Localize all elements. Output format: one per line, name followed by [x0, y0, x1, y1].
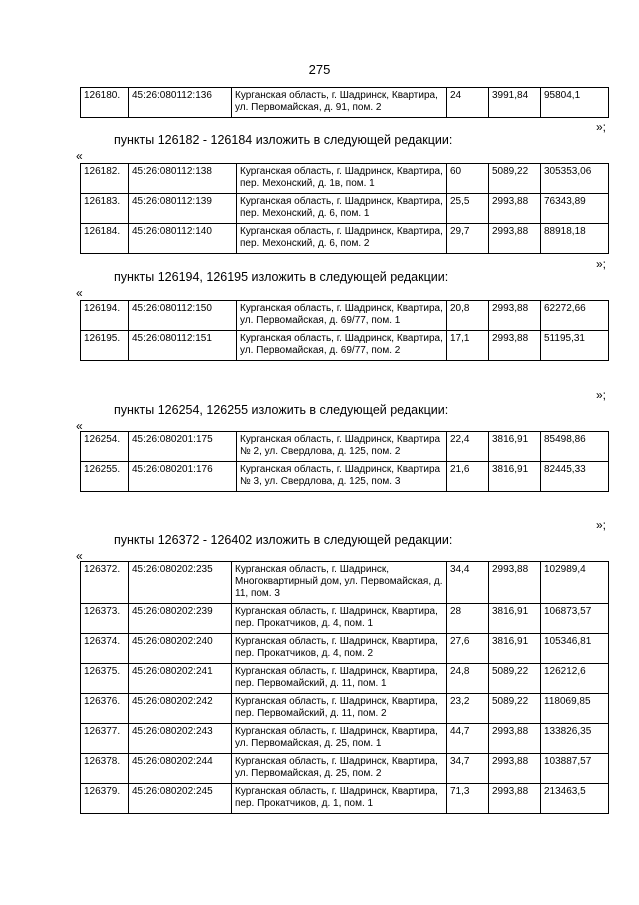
row-number: 126372.	[81, 562, 129, 604]
table-row	[81, 88, 609, 118]
cadastral-number: 45:26:080202:244	[129, 754, 232, 784]
cadastral-value: 88918,18	[541, 224, 609, 254]
cadastral-value: 133826,35	[541, 724, 609, 754]
closing-quote: »;	[596, 257, 607, 271]
page-number: 275	[308, 62, 331, 77]
table-block-3	[80, 431, 609, 492]
specific-value: 2993,88	[489, 562, 541, 604]
table-row	[81, 562, 609, 604]
row-number: 126184.	[81, 224, 129, 254]
closing-quote: »;	[596, 518, 607, 532]
opening-quote: «	[76, 419, 83, 433]
specific-value: 5089,22	[489, 694, 541, 724]
row-number: 126194.	[81, 301, 129, 331]
row-number: 126374.	[81, 634, 129, 664]
area: 22,4	[447, 432, 489, 462]
cadastral-number: 45:26:080112:151	[129, 331, 237, 361]
row-number: 126254.	[81, 432, 129, 462]
cadastral-value: 105346,81	[541, 634, 609, 664]
cadastral-number: 45:26:080202:245	[129, 784, 232, 814]
cadastral-number: 45:26:080202:239	[129, 604, 232, 634]
table-block-2	[80, 300, 609, 361]
section-heading: пункты 126254, 126255 изложить в следующей редакции:	[114, 403, 449, 417]
cadastral-number: 45:26:080202:240	[129, 634, 232, 664]
cadastral-number: 45:26:080112:140	[129, 224, 237, 254]
cadastral-number: 45:26:080202:241	[129, 664, 232, 694]
specific-value: 2993,88	[489, 224, 541, 254]
cadastral-number: 45:26:080112:138	[129, 164, 237, 194]
closing-quote: »;	[596, 388, 607, 402]
cadastral-number: 45:26:080112:139	[129, 194, 237, 224]
row-number: 126378.	[81, 754, 129, 784]
area: 25,5	[447, 194, 489, 224]
area: 28	[447, 604, 489, 634]
cadastral-number: 45:26:080202:235	[129, 562, 232, 604]
cadastral-number: 45:26:080112:150	[129, 301, 237, 331]
row-number: 126183.	[81, 194, 129, 224]
closing-quote: »;	[596, 120, 607, 134]
table-block-1	[80, 163, 609, 254]
area: 21,6	[447, 462, 489, 492]
address: Курганская область, г. Шадринск, Квартира, пер. Прокатчиков, д. 1, пом. 1	[232, 784, 447, 814]
area: 29,7	[447, 224, 489, 254]
row-number: 126375.	[81, 664, 129, 694]
specific-value: 2993,88	[489, 724, 541, 754]
opening-quote: «	[76, 549, 83, 563]
section-heading: пункты 126182 - 126184 изложить в следующей редакции:	[114, 133, 453, 147]
table-row	[81, 604, 609, 634]
row-number: 126180.	[81, 88, 129, 118]
specific-value: 2993,88	[489, 784, 541, 814]
table-row	[81, 164, 609, 194]
section-heading: пункты 126194, 126195 изложить в следующей редакции:	[114, 270, 449, 284]
table-row	[81, 194, 609, 224]
table-row	[81, 694, 609, 724]
table-row	[81, 724, 609, 754]
table-row	[81, 331, 609, 361]
table-row	[81, 634, 609, 664]
table-row	[81, 664, 609, 694]
cadastral-number: 45:26:080202:242	[129, 694, 232, 724]
address: Курганская область, г. Шадринск, Квартира, пер. Мехонский, д. 1в, пом. 1	[237, 164, 447, 194]
table-row	[81, 432, 609, 462]
opening-quote: «	[76, 286, 83, 300]
specific-value: 2993,88	[489, 331, 541, 361]
row-number: 126376.	[81, 694, 129, 724]
specific-value: 3816,91	[489, 604, 541, 634]
area: 20,8	[447, 301, 489, 331]
address: Курганская область, г. Шадринск, Квартира, ул. Первомайская, д. 69/77, пом. 2	[237, 331, 447, 361]
row-number: 126377.	[81, 724, 129, 754]
row-number: 126373.	[81, 604, 129, 634]
area: 71,3	[447, 784, 489, 814]
area: 24,8	[447, 664, 489, 694]
address: Курганская область, г. Шадринск, Квартира, ул. Первомайская, д. 91, пом. 2	[232, 88, 447, 118]
cadastral-value: 62272,66	[541, 301, 609, 331]
address: Курганская область, г. Шадринск, Квартира, пер. Прокатчиков, д. 4, пом. 1	[232, 604, 447, 634]
section-heading: пункты 126372 - 126402 изложить в следующей редакции:	[114, 533, 453, 547]
address: Курганская область, г. Шадринск, Квартира № 2, ул. Свердлова, д. 125, пом. 2	[237, 432, 447, 462]
address: Курганская область, г. Шадринск, Квартира, ул. Первомайская, д. 25, пом. 2	[232, 754, 447, 784]
cadastral-number: 45:26:080201:175	[129, 432, 237, 462]
cadastral-value: 106873,57	[541, 604, 609, 634]
cadastral-number: 45:26:080202:243	[129, 724, 232, 754]
address: Курганская область, г. Шадринск, Квартира, пер. Первомайский, д. 11, пом. 2	[232, 694, 447, 724]
cadastral-value: 76343,89	[541, 194, 609, 224]
specific-value: 5089,22	[489, 164, 541, 194]
area: 60	[447, 164, 489, 194]
cadastral-value: 51195,31	[541, 331, 609, 361]
cadastral-value: 102989,4	[541, 562, 609, 604]
specific-value: 2993,88	[489, 194, 541, 224]
table-row	[81, 301, 609, 331]
specific-value: 3816,91	[489, 432, 541, 462]
address: Курганская область, г. Шадринск, Квартира, ул. Первомайская, д. 25, пом. 1	[232, 724, 447, 754]
table-row	[81, 224, 609, 254]
table-row	[81, 462, 609, 492]
address: Курганская область, г. Шадринск, Квартира, пер. Мехонский, д. 6, пом. 1	[237, 194, 447, 224]
cadastral-value: 305353,06	[541, 164, 609, 194]
area: 17,1	[447, 331, 489, 361]
cadastral-value: 82445,33	[541, 462, 609, 492]
specific-value: 2993,88	[489, 301, 541, 331]
address: Курганская область, г. Шадринск, Квартира, пер. Прокатчиков, д. 4, пом. 2	[232, 634, 447, 664]
table-block-0	[80, 87, 609, 118]
address: Курганская область, г. Шадринск, Квартира № 3, ул. Свердлова, д. 125, пом. 3	[237, 462, 447, 492]
specific-value: 5089,22	[489, 664, 541, 694]
specific-value: 3816,91	[489, 634, 541, 664]
area: 24	[447, 88, 489, 118]
area: 44,7	[447, 724, 489, 754]
table-row	[81, 784, 609, 814]
address: Курганская область, г. Шадринск, Многоквартирный дом, ул. Первомайская, д. 11, пом. 3	[232, 562, 447, 604]
cadastral-number: 45:26:080201:176	[129, 462, 237, 492]
specific-value: 3816,91	[489, 462, 541, 492]
address: Курганская область, г. Шадринск, Квартира, пер. Мехонский, д. 6, пом. 2	[237, 224, 447, 254]
opening-quote: «	[76, 149, 83, 163]
cadastral-value: 85498,86	[541, 432, 609, 462]
specific-value: 2993,88	[489, 754, 541, 784]
area: 34,4	[447, 562, 489, 604]
row-number: 126255.	[81, 462, 129, 492]
table-row	[81, 754, 609, 784]
area: 27,6	[447, 634, 489, 664]
cadastral-value: 103887,57	[541, 754, 609, 784]
row-number: 126379.	[81, 784, 129, 814]
address: Курганская область, г. Шадринск, Квартира, ул. Первомайская, д. 69/77, пом. 1	[237, 301, 447, 331]
cadastral-number: 45:26:080112:136	[129, 88, 232, 118]
cadastral-value: 95804,1	[541, 88, 609, 118]
cadastral-value: 213463,5	[541, 784, 609, 814]
row-number: 126182.	[81, 164, 129, 194]
cadastral-value: 126212,6	[541, 664, 609, 694]
table-block-4	[80, 561, 609, 814]
row-number: 126195.	[81, 331, 129, 361]
specific-value: 3991,84	[489, 88, 541, 118]
area: 23,2	[447, 694, 489, 724]
cadastral-value: 118069,85	[541, 694, 609, 724]
address: Курганская область, г. Шадринск, Квартира, пер. Первомайский, д. 11, пом. 1	[232, 664, 447, 694]
area: 34,7	[447, 754, 489, 784]
